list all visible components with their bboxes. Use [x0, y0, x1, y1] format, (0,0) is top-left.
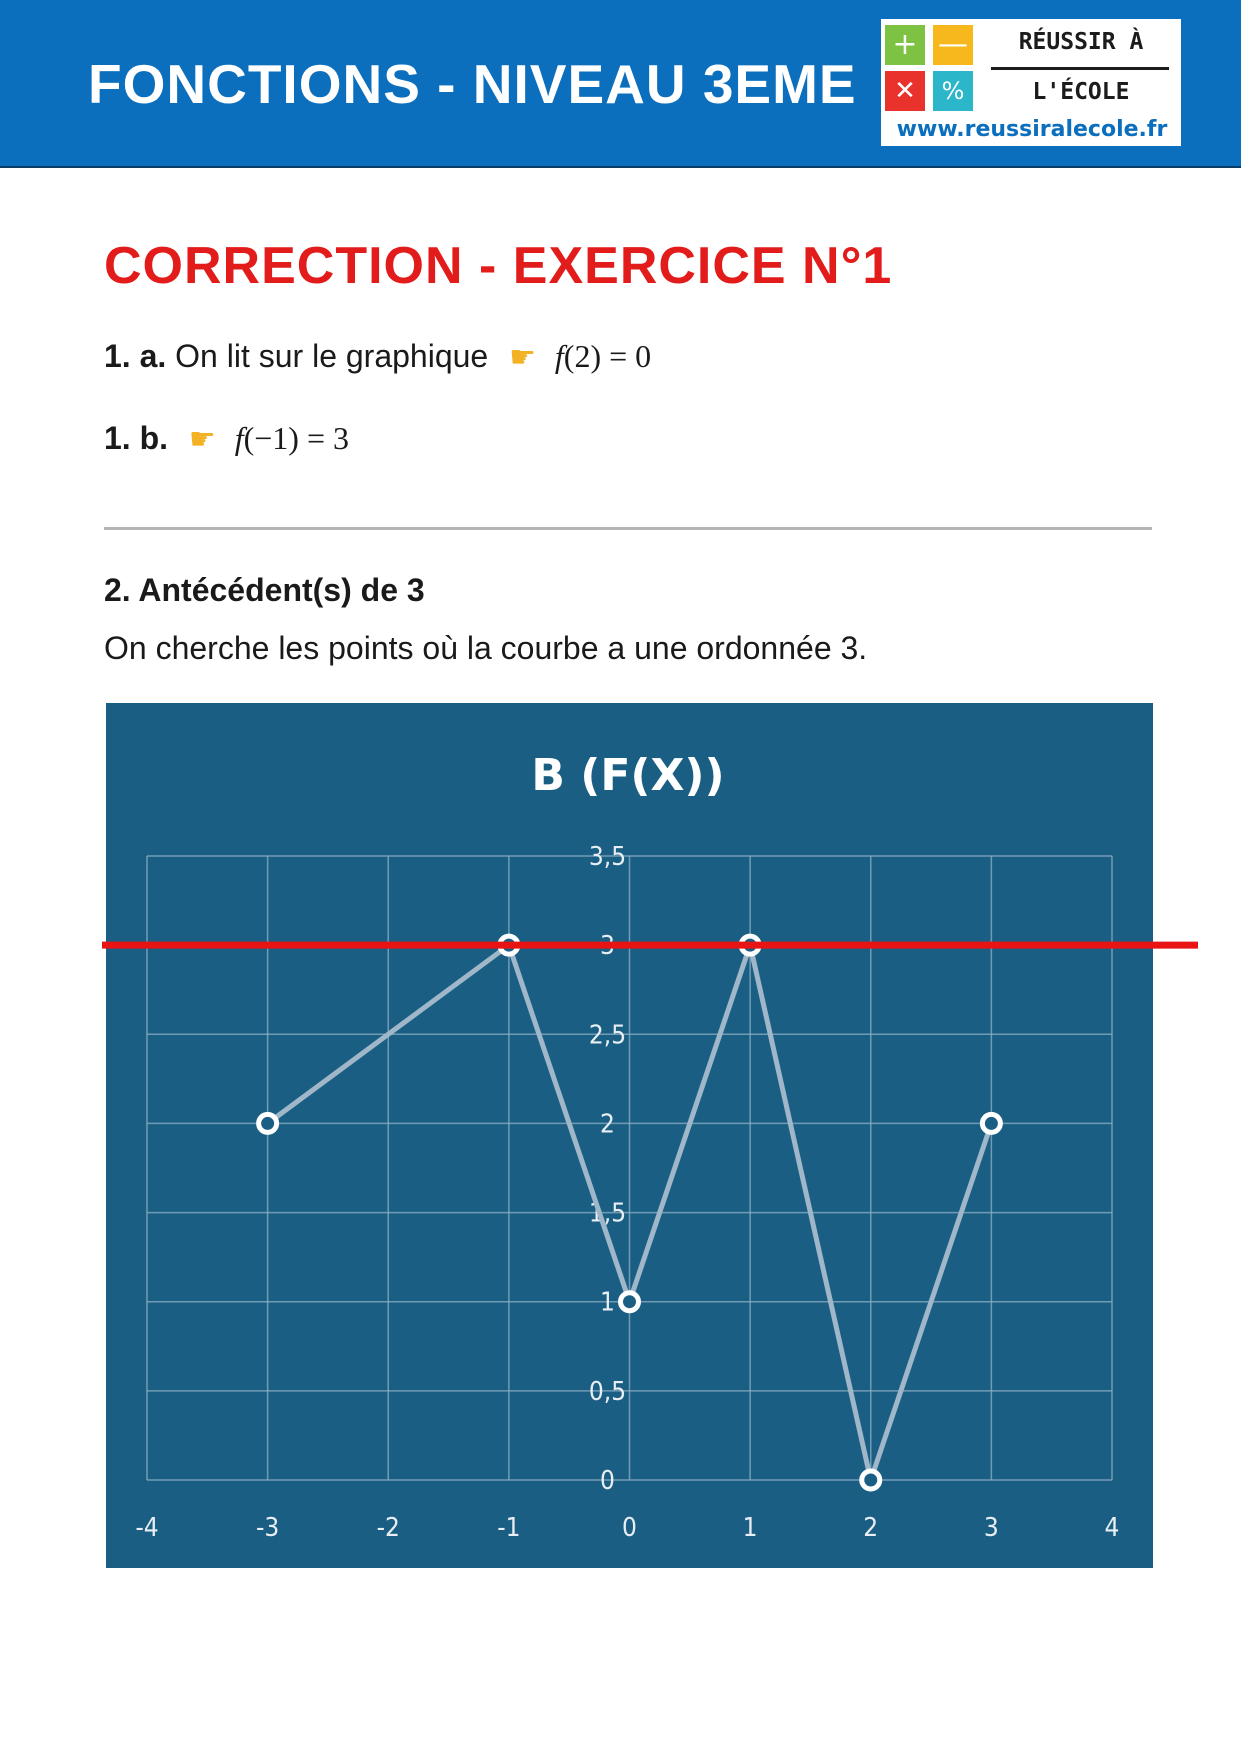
y-tick-label: 3,5 [588, 842, 627, 872]
plus-icon: + [885, 25, 925, 65]
x-tick-label: -1 [497, 1513, 521, 1543]
logo-text-line1: RÉUSSIR À [1018, 29, 1144, 55]
answer-1a [104, 338, 651, 375]
y-tick-label: 0 [600, 1466, 615, 1496]
x-tick-label: 3 [983, 1513, 999, 1543]
y-tick-label: 2,5 [588, 1020, 627, 1051]
question-2-text: On cherche les points où la courbe a une ordonnée 3. [104, 630, 868, 666]
times-icon: ✕ [885, 71, 925, 111]
question-label-1a: 1. a. [104, 338, 167, 374]
x-tick-label: 2 [863, 1513, 879, 1543]
percent-icon: % [933, 71, 973, 111]
x-tick-label: -3 [255, 1513, 280, 1543]
logo-divider [991, 67, 1169, 70]
x-tick-label: 1 [742, 1513, 758, 1543]
question-2-heading: 2. Antécédent(s) de 3 [104, 572, 425, 608]
y-tick-label: 1,5 [588, 1198, 627, 1229]
y-tick-label: 2 [600, 1109, 615, 1140]
site-logo[interactable] [881, 19, 1181, 146]
answer-1a-formula [555, 338, 651, 374]
answer-1a-text: On lit sur le graphique [175, 338, 489, 374]
question-label-1b: 1. b. [104, 420, 169, 456]
y-tick-label: 1 [600, 1287, 615, 1318]
correction-title: CORRECTION - EXERCICE N°1 [104, 237, 893, 295]
page-header [0, 0, 1241, 168]
x-tick-label: -4 [135, 1513, 159, 1543]
y-tick-label: 3 [600, 931, 615, 962]
section-divider [104, 527, 1152, 530]
logo-text-line2: L'ÉCOLE [1032, 79, 1130, 105]
pointing-hand-icon: ☛ [509, 340, 537, 375]
x-tick-label: -2 [376, 1513, 400, 1543]
page-title: FONCTIONS - NIVEAU 3EME [88, 53, 857, 115]
answer-1a-formula-value: (2) = 0 [563, 338, 652, 374]
answer-1b [104, 420, 349, 457]
logo-url-link[interactable]: www.reussiralecole.fr [896, 117, 1168, 142]
function-symbol: f [234, 420, 244, 456]
pointing-hand-icon: ☛ [188, 422, 216, 457]
x-tick-label: 4 [1104, 1513, 1120, 1543]
chart-title: B (F(X)) [531, 750, 725, 801]
y-tick-label: 0,5 [588, 1376, 627, 1407]
x-tick-label: 0 [622, 1513, 637, 1543]
function-symbol: f [554, 338, 564, 374]
answer-1b-formula [235, 420, 349, 456]
minus-icon: — [933, 25, 973, 65]
answer-1b-formula-value: (−1) = 3 [243, 420, 349, 456]
chart-background [106, 703, 1153, 1568]
